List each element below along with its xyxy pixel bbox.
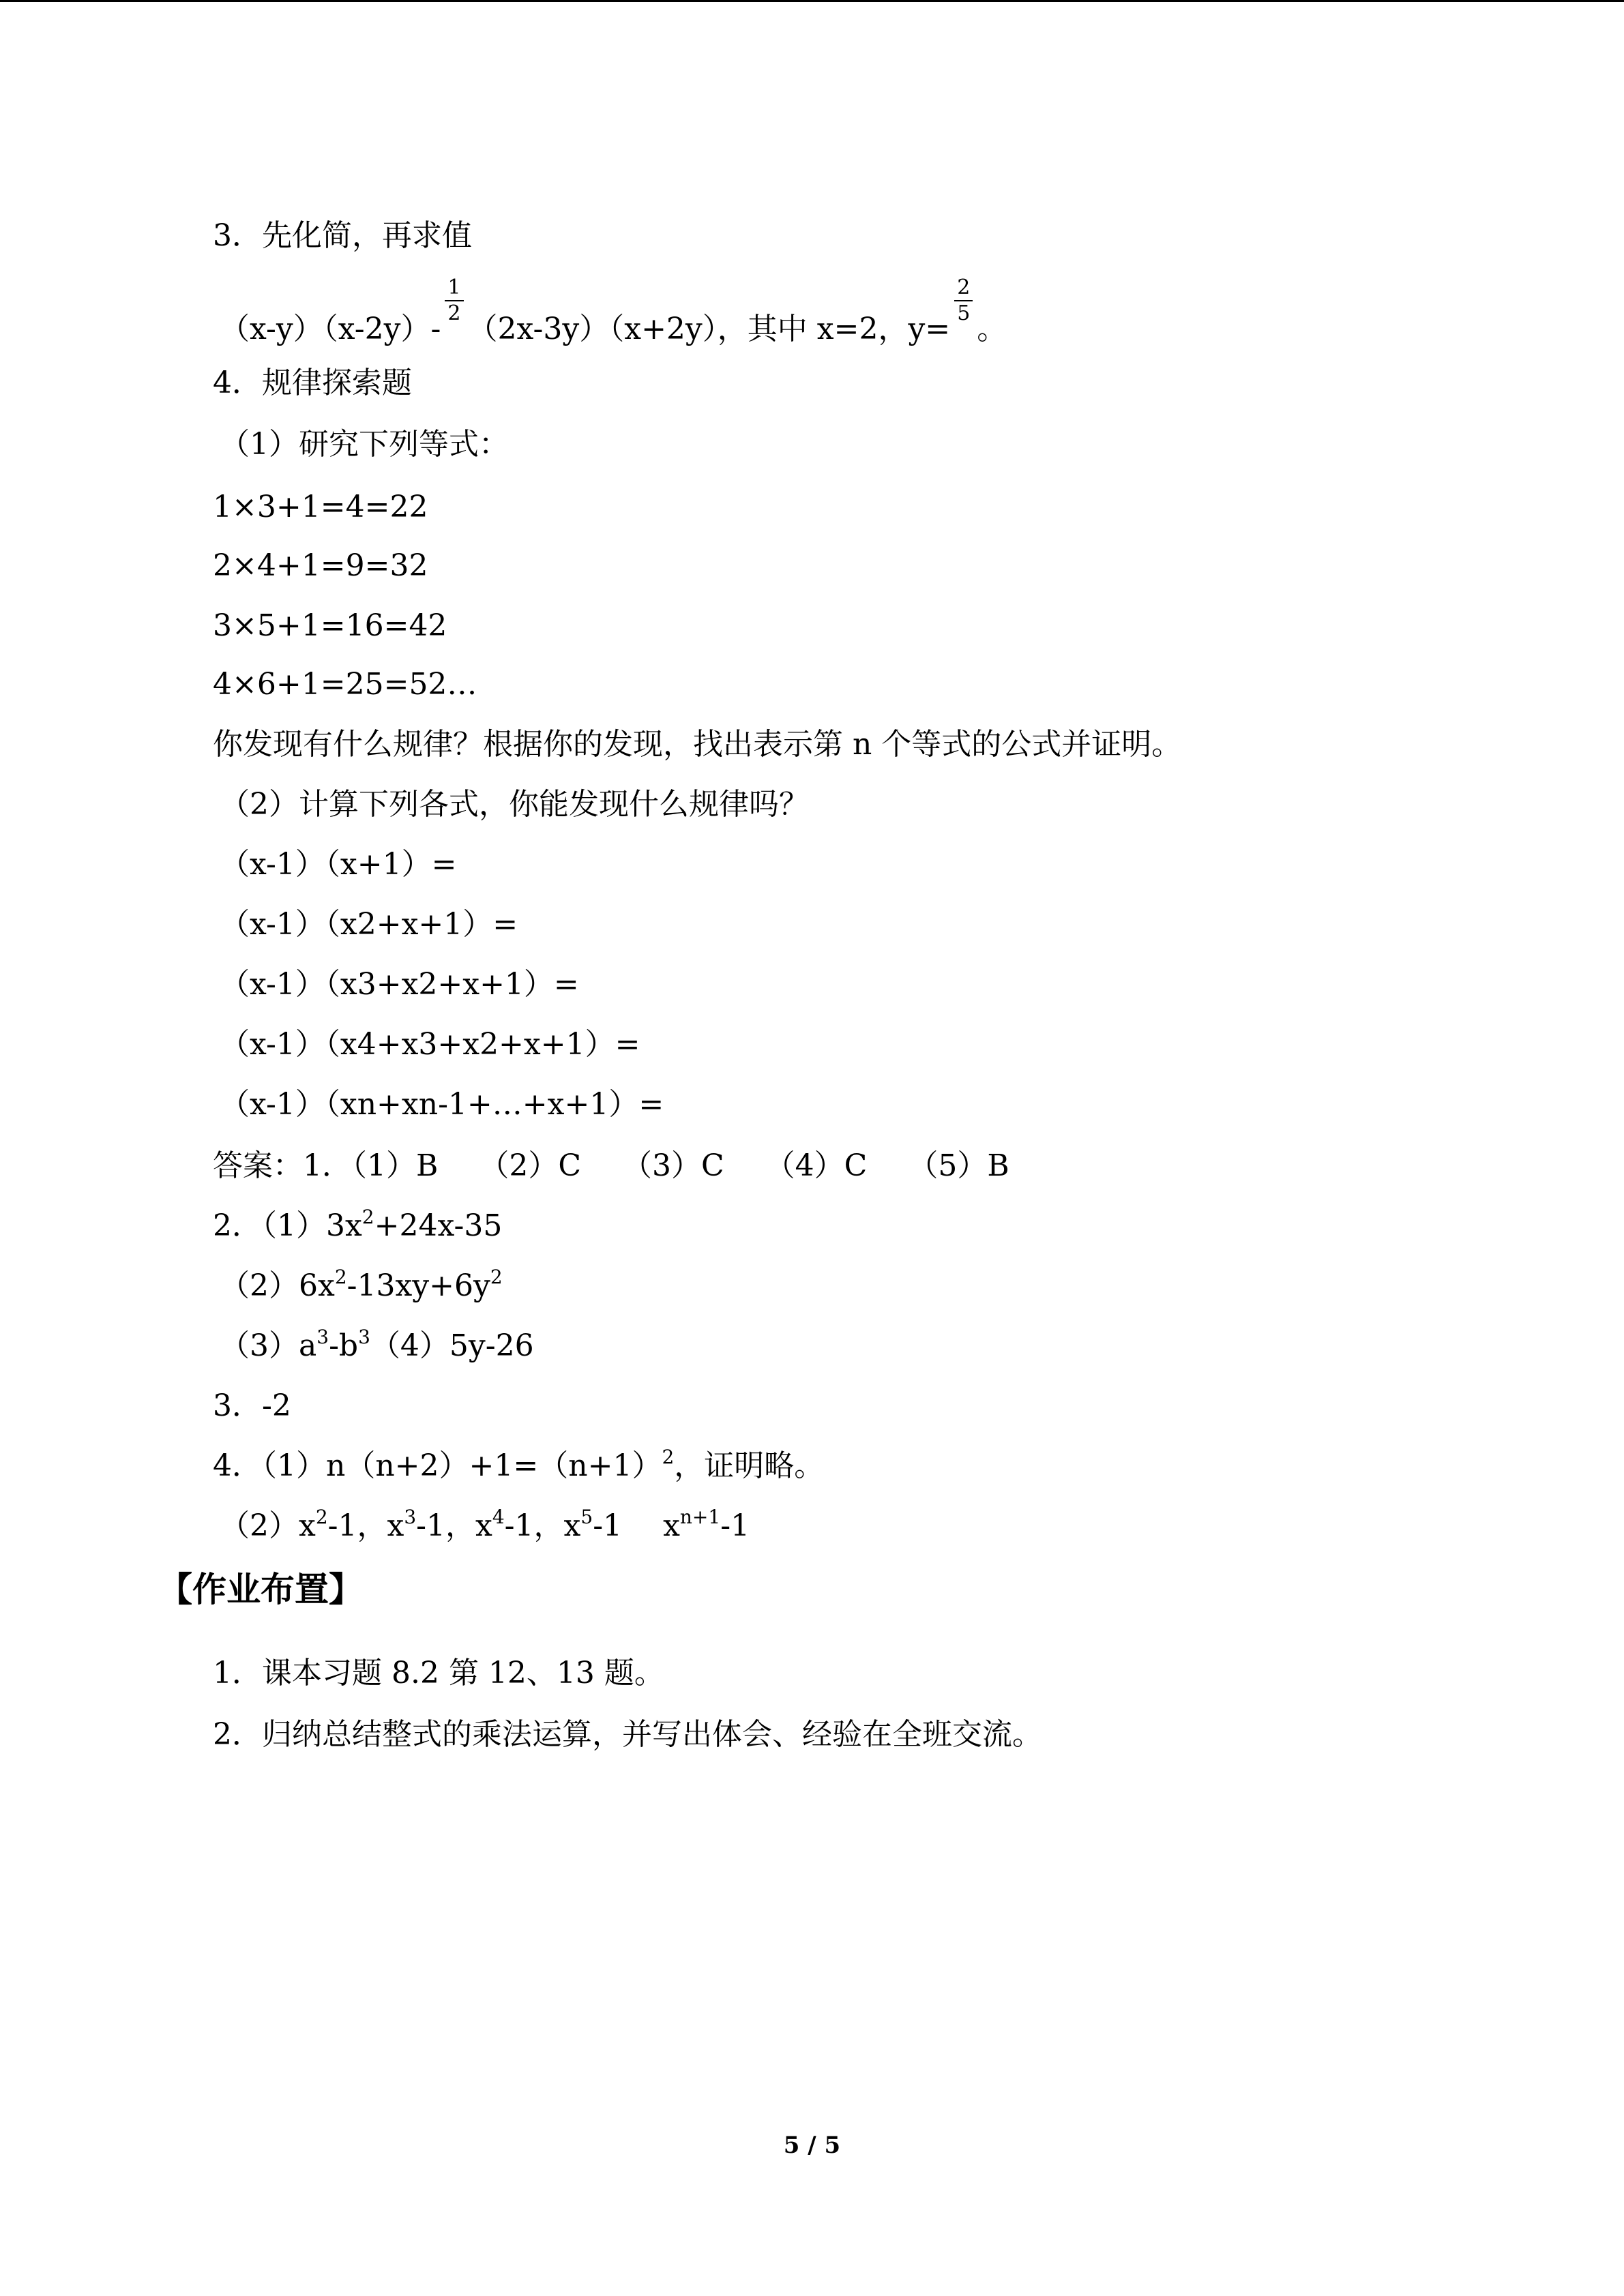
calc-line-4: （x-1）（x4+x3+x2+x+1）=: [220, 1027, 640, 1062]
a4-1-exponent: 2: [662, 1446, 675, 1468]
q4-title: 4．规律探索题: [213, 366, 412, 400]
answer-1-part1: 答案：1．（1）B: [213, 1148, 439, 1183]
q4-part1: （1）研究下列等式：: [220, 427, 509, 462]
calc-line-1: （x-1）（x+1）=: [220, 847, 457, 882]
answer-1: [213, 1146, 1009, 1187]
a4-2-s3: 4: [492, 1506, 505, 1528]
q3-expr-b: （2x-3y）（x+2y），其中 x=2，y=: [467, 312, 951, 346]
calc-line-3: （x-1）（x3+x2+x+1）=: [220, 967, 579, 1002]
homework-heading: 【作业布置】: [158, 1570, 363, 1609]
a2-1-text: 2．（1）3x: [213, 1208, 362, 1243]
answer-4-2: [220, 1506, 750, 1547]
answer-2-2: [220, 1266, 503, 1307]
frac2-numerator: 2: [954, 275, 973, 301]
a4-2-s5: n+1: [679, 1506, 721, 1528]
frac1-denominator: 2: [447, 301, 461, 325]
equation-4: 4×6+1=25=52…: [213, 667, 477, 702]
a2-2-mid: -13xy+6y: [346, 1268, 490, 1303]
q4-question1: 你发现有什么规律？根据你的发现，找出表示第 n 个等式的公式并证明。: [213, 727, 1182, 762]
a2-3-exponent-2: 3: [358, 1326, 370, 1348]
homework-item-2: 2．归纳总结整式的乘法运算，并写出体会、经验在全班交流。: [213, 1717, 1042, 1752]
equation-3: 3×5+1=16=42: [213, 608, 447, 643]
a4-2-s2: 3: [404, 1506, 417, 1528]
calc-line-2: （x-1）（x2+x+1）=: [220, 907, 518, 942]
q3-expression: [220, 275, 1007, 351]
a2-1-exponent: 2: [361, 1206, 374, 1228]
fraction-one-half: [445, 275, 463, 326]
q4-part2: （2）计算下列各式，你能发现什么规律吗？: [220, 787, 809, 822]
a4-2-s1: 2: [315, 1506, 328, 1528]
a4-2-t0: （2）x: [220, 1508, 316, 1543]
a2-3-rest: （4）5y-26: [370, 1328, 534, 1363]
a2-2-exponent-1: 2: [334, 1266, 347, 1288]
answer-1-part4: （4）C: [765, 1148, 868, 1183]
a4-2-t6: -1: [720, 1508, 750, 1543]
a2-3-exponent-1: 3: [316, 1326, 329, 1348]
q3-expr-end: 。: [977, 312, 1007, 346]
answer-1-part2: （2）C: [479, 1148, 581, 1183]
page-number: 5 / 5: [783, 2132, 841, 2159]
a4-2-t1: -1，x: [327, 1508, 404, 1543]
a2-3-text: （3）a: [220, 1328, 317, 1363]
calc-line-5: （x-1）（xn+xn-1+…+x+1）=: [220, 1087, 664, 1122]
equation-1: 1×3+1=4=22: [213, 490, 428, 524]
a4-2-s4: 5: [580, 1506, 593, 1528]
a4-1-text: 4．（1）n（n+2）+1=（n+1）: [213, 1448, 662, 1483]
frac2-denominator: 5: [957, 301, 971, 325]
a4-2-t2: -1，x: [416, 1508, 492, 1543]
a4-2-t4: -1: [593, 1508, 623, 1543]
a2-2-exponent-2: 2: [490, 1266, 503, 1288]
homework-item-1: 1．课本习题 8.2 第 12、13 题。: [213, 1656, 664, 1690]
equation-2: 2×4+1=9=32: [213, 548, 428, 583]
a2-2-text: （2）6x: [220, 1268, 335, 1303]
frac1-numerator: 1: [445, 275, 463, 301]
answer-3: 3．-2: [213, 1388, 291, 1423]
answer-4-1: [213, 1446, 824, 1487]
top-border: [0, 0, 1624, 2]
a4-2-t3: -1，x: [504, 1508, 581, 1543]
a2-1-rest: +24x-35: [374, 1208, 503, 1243]
q3-title: 3．先化简，再求值: [213, 218, 472, 253]
answer-2-1: [213, 1206, 502, 1247]
a2-3-mid: -b: [329, 1328, 359, 1363]
a4-1-rest: ，证明略。: [674, 1448, 825, 1483]
answer-1-part5: （5）B: [908, 1148, 1009, 1183]
answer-2-3: [220, 1326, 534, 1367]
a4-2-t5: x: [663, 1508, 680, 1543]
answer-1-part3: （3）C: [622, 1148, 724, 1183]
fraction-two-fifths: [954, 275, 973, 326]
q3-expr-a: （x-y）（x-2y）-: [220, 312, 441, 346]
